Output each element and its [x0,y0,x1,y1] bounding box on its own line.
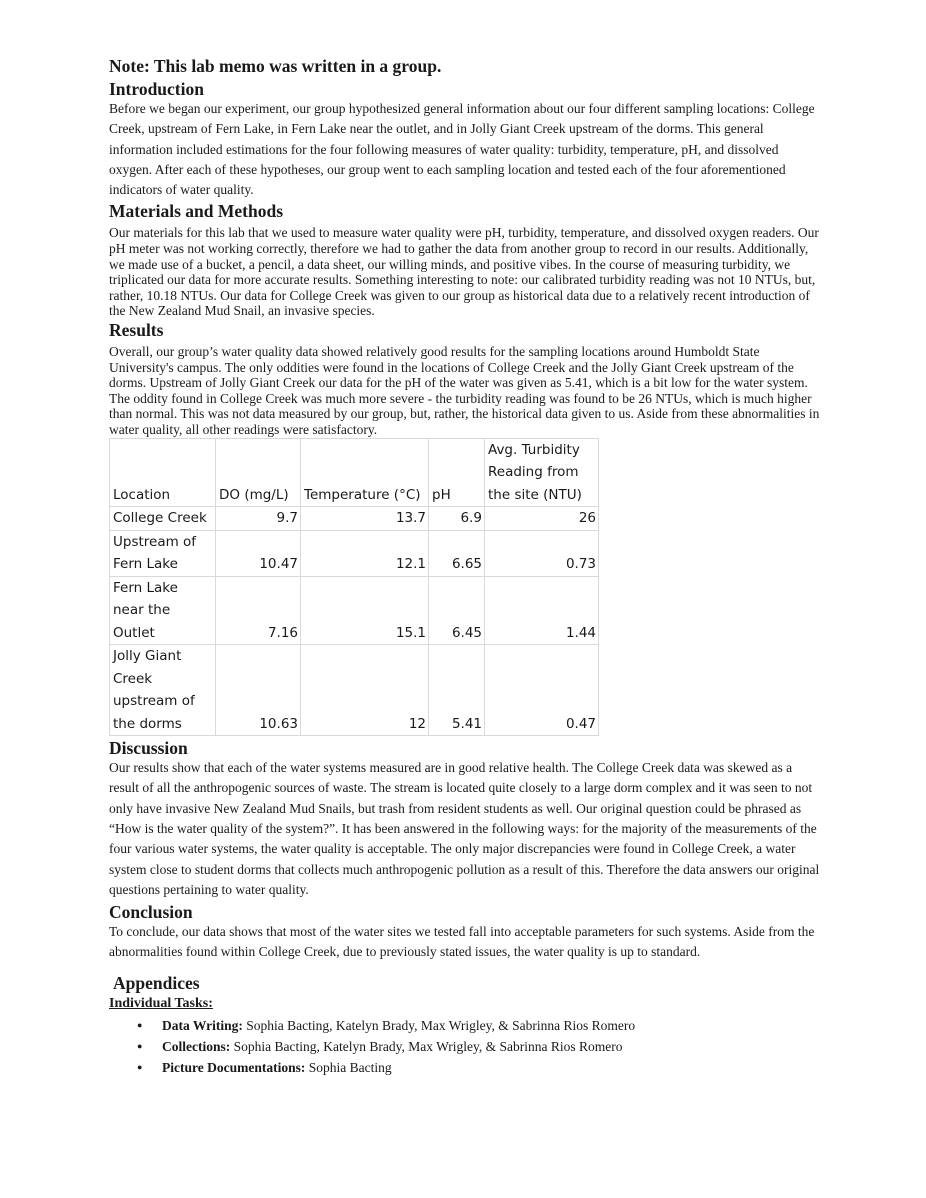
header-ph: pH [429,438,485,507]
location-line: College Creek [113,510,207,527]
location-line: Outlet [113,624,155,641]
cell-turbidity: 1.44 [485,576,599,645]
cell-turbidity: 26 [485,507,599,531]
header-location: Location [110,438,216,507]
discussion-text: Our results show that each of the water systems measured are in good relative health. The College Creek data was skewed as a result of all the anthropogenic sources of waste. The stream is located quite closely to a large dorm complex and it was seen to not only have invasive New Zealand Mud Snails, but trash from resident students as well. Our original question could be phrased as “How is the water quality of the system?”. It has been answered in the following ways: for the majority of the measurements of the four various water systems, the water quality is acceptable. The only major discrepancies were found in College Creek, a water system close to student dorms that collects much anthropogenic pollution as a result of this. Therefore the data answers our original questions pertaining to water quality. [109,760,820,897]
task-list [109,1015,821,1078]
cell-ph: 6.9 [429,507,485,531]
table-header-row [110,438,599,507]
results-text: Overall, our group’s water quality data showed relatively good results for the sampling locations around Humboldt State University's campus. The only oddities were found in the locations of College Creek and the Jolly Giant Creek upstream of the dorms. Upstream of Jolly Giant Creek our data for the pH of the water was given as 5.41, which is a bit low for the water system. The oddity found in College Creek was much more severe - the turbidity reading was found to be 26 NTUs, which is much higher than normal. This was not data measured by our group, but, rather, the historical data given to us. Aside from these abnormalities in water quality, all other readings were satisfactory. [109,344,820,438]
task-label: Data Writing: [162,1017,243,1033]
location-line: upstream of [113,693,195,710]
individual-tasks-title: Individual Tasks: [109,995,213,1011]
cell-ph: 6.45 [429,576,485,645]
discussion-heading: Discussion [109,738,188,759]
location-line: Jolly Giant [113,648,182,665]
task-names: Sophia Bacting [305,1059,392,1075]
cell-do: 7.16 [216,576,301,645]
memo-page [109,56,821,1078]
cell-location [110,645,216,736]
cell-temperature: 15.1 [301,576,429,645]
header-temperature: Temperature (°C) [301,438,429,507]
table-row [110,530,599,576]
conclusion-heading: Conclusion [109,902,193,923]
cell-temperature: 12 [301,645,429,736]
methods-heading: Materials and Methods [109,201,284,222]
cell-do: 10.47 [216,530,301,576]
table-row [110,507,599,531]
cell-location [110,507,216,531]
water-quality-table [109,438,599,737]
cell-do: 9.7 [216,507,301,531]
header-do: DO (mg/L) [216,438,301,507]
cell-do: 10.63 [216,645,301,736]
cell-temperature: 13.7 [301,507,429,531]
header-turbidity-line2: Reading from [488,464,579,481]
table-row [110,576,599,645]
list-item [162,1057,821,1078]
table-row [110,645,599,736]
cell-location [110,530,216,576]
conclusion-text: To conclude, our data shows that most of the water sites we tested fall into acceptable parameters for such systems. Aside from the abnormalities found within College Creek, due to previously stated issues, the water quality is up to standard. [109,924,815,960]
task-label: Picture Documentations: [162,1059,306,1075]
location-line: Upstream of [113,533,197,550]
cell-ph: 6.65 [429,530,485,576]
introduction-heading: Introduction [109,79,204,99]
introduction-text: Before we began our experiment, our group hypothesized general information about our four different sampling locations: College Creek, upstream of Fern Lake, in Fern Lake near the outlet, and in Jolly Giant Creek upstream of the dorms. This general information included estimations for the four following measures of water quality: turbidity, temperature, pH, and dissolved oxygen. After each of these hypotheses, our group went to each sampling location and tested each of the four aforementioned indicators of water quality. [109,101,815,198]
header-turbidity-line3: the site (NTU) [488,486,582,503]
cell-ph: 5.41 [429,645,485,736]
task-label: Collections: [162,1038,231,1054]
header-turbidity-line1: Avg. Turbidity [488,441,580,458]
header-turbidity [485,438,599,507]
task-names: Sophia Bacting, Katelyn Brady, Max Wrigley, & Sabrinna Rios Romero [242,1017,636,1033]
list-item [162,1036,821,1057]
location-line: Creek [113,670,153,687]
cell-temperature: 12.1 [301,530,429,576]
location-line: near the [113,602,171,619]
location-line: Fern Lake [113,579,178,596]
task-names: Sophia Bacting, Katelyn Brady, Max Wrigley, & Sabrinna Rios Romero [230,1038,623,1054]
methods-text: Our materials for this lab that we used to measure water quality were pH, turbidity, temperature, and dissolved oxygen readers. Our pH meter was not working correctly, therefore we had to gather the data from another group to record in our results. Additionally, we made use of a bucket, a pencil, a data sheet, our willing minds, and positive vibes. In the course of measuring turbidity, we triplicated our data for more accurate results. Something interesting to note: our calibrated turbidity reading was not 10 NTUs, but, rather, 10.18 NTUs. Our data for College Creek was given to our group as historical data due to a relatively recent introduction of the New Zealand Mud Snail, an invasive species. [109,225,819,319]
appendices-heading: Appendices [113,972,200,993]
location-line: the dorms [113,715,182,732]
cell-location [110,576,216,645]
location-line: Fern Lake [113,556,178,573]
cell-turbidity: 0.73 [485,530,599,576]
list-item [162,1015,821,1036]
results-heading: Results [109,320,164,341]
cell-turbidity: 0.47 [485,645,599,736]
group-note: Note: This lab memo was written in a group. [109,56,442,76]
